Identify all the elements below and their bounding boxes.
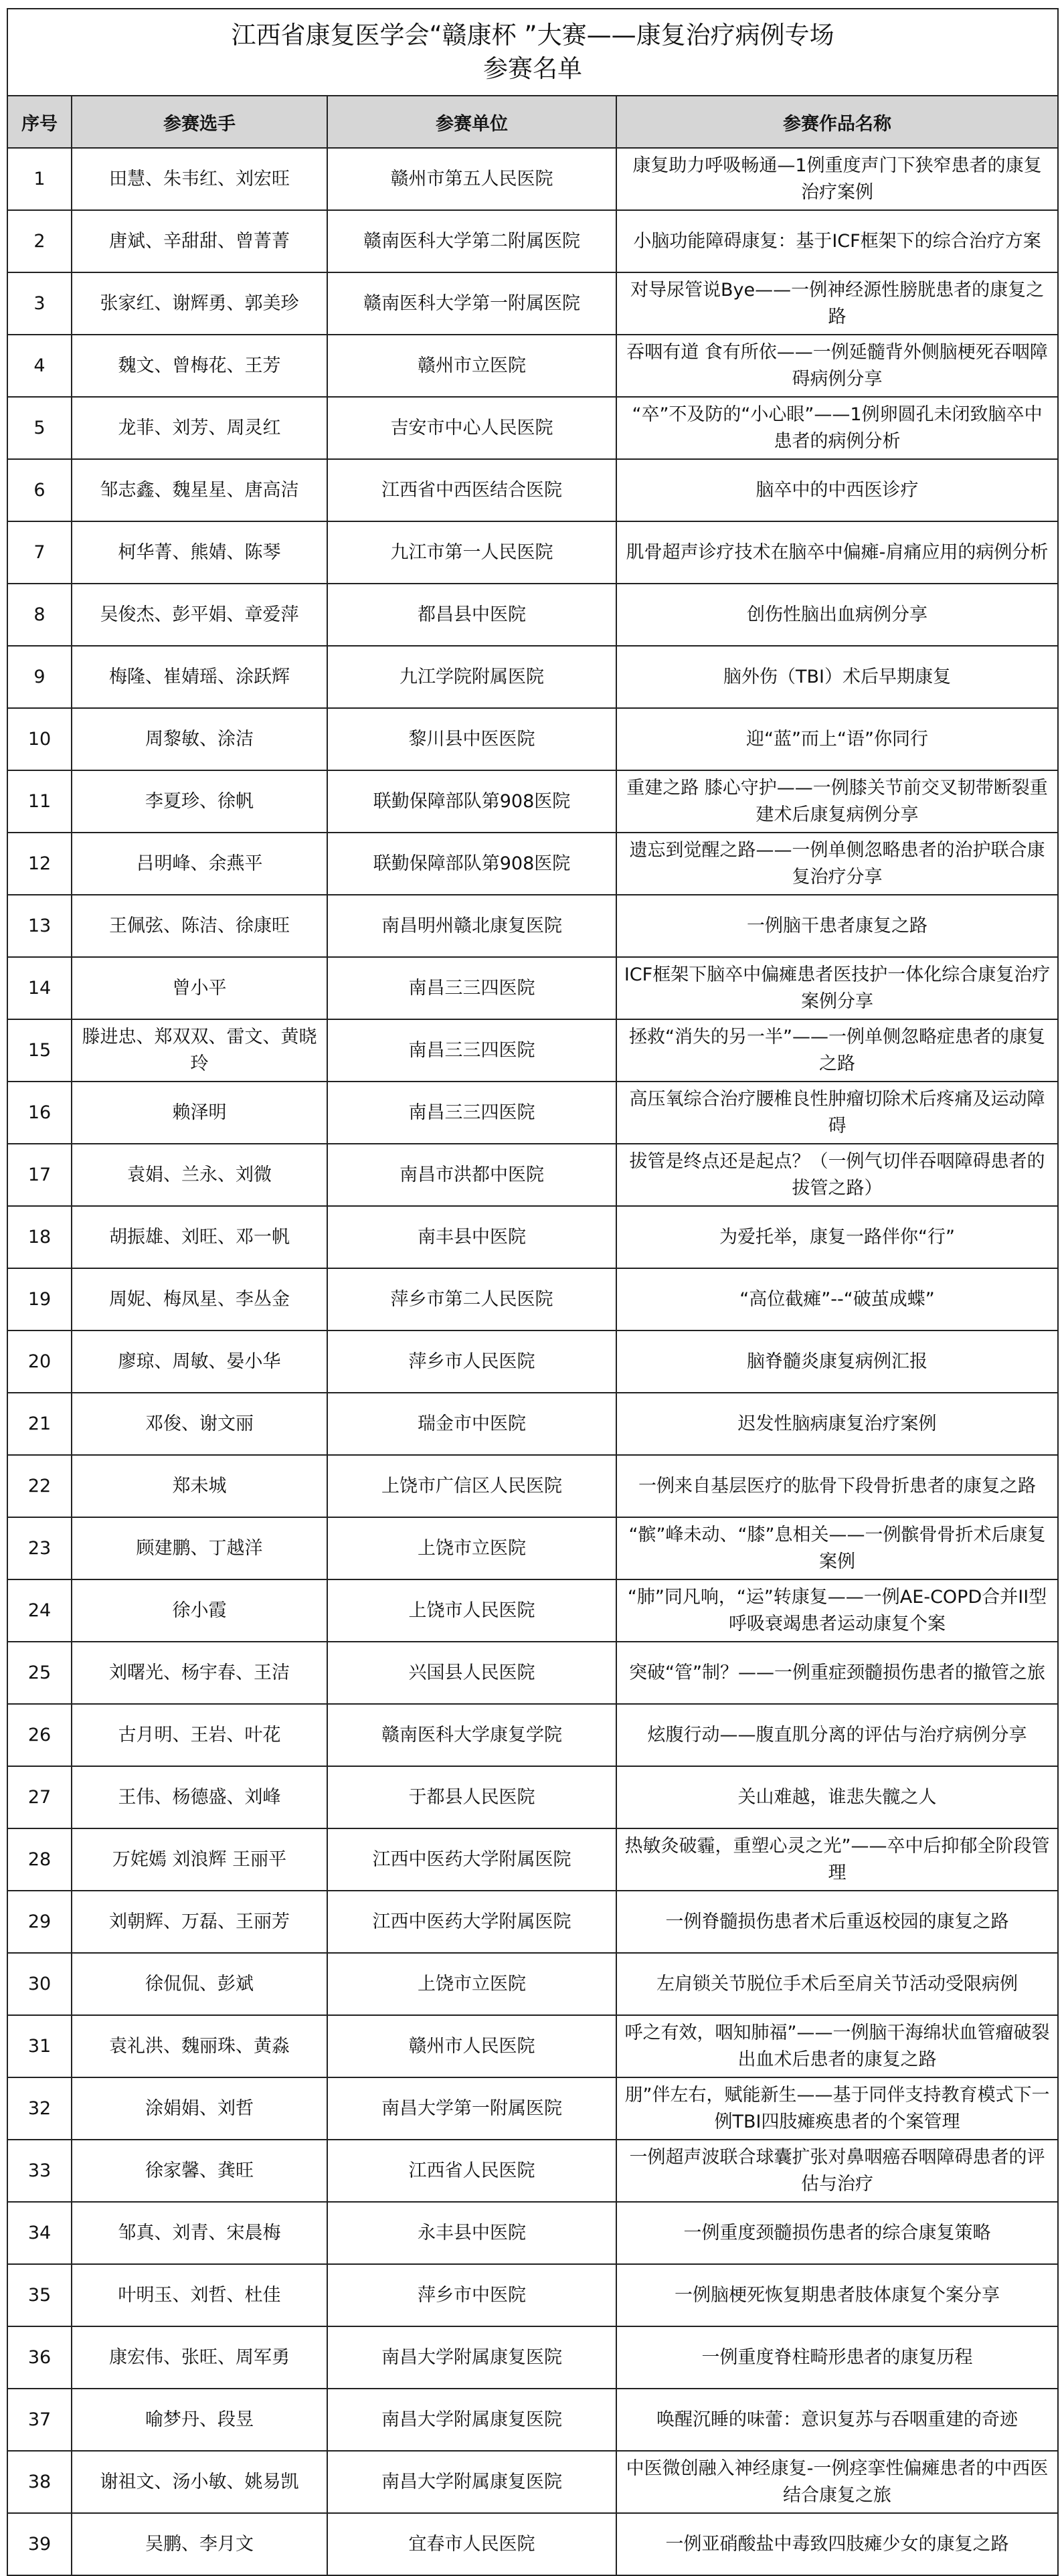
table-row: [7, 335, 1058, 397]
row-no: 24: [7, 1579, 72, 1642]
row-no: 16: [7, 1082, 72, 1144]
header-unit: 参赛单位: [327, 96, 616, 148]
table-row: [7, 521, 1058, 584]
row-participants: 顾建鹏、丁越洋: [72, 1517, 327, 1579]
row-work: 迎“蓝”而上“语”你同行: [616, 708, 1058, 770]
row-work: 关山难越，谁悲失髋之人: [616, 1766, 1058, 1828]
row-unit: 九江市第一人民医院: [327, 521, 616, 584]
row-unit: 赣州市第五人民医院: [327, 148, 616, 210]
row-unit: 赣南医科大学第一附属医院: [327, 272, 616, 335]
row-work: 迟发性脑病康复治疗案例: [616, 1393, 1058, 1455]
row-unit: 江西中医药大学附属医院: [327, 1891, 616, 1953]
table-row: [7, 148, 1058, 210]
table-row: [7, 2202, 1058, 2264]
table-row: [7, 2326, 1058, 2389]
table-row: [7, 1766, 1058, 1828]
table-row: [7, 1704, 1058, 1766]
row-no: 25: [7, 1642, 72, 1704]
header-work: 参赛作品名称: [616, 96, 1058, 148]
table-row: [7, 1330, 1058, 1393]
row-work: ICF框架下脑卒中偏瘫患者医技护一体化综合康复治疗案例分享: [616, 957, 1058, 1019]
row-no: 4: [7, 335, 72, 397]
table-row: [7, 210, 1058, 272]
table-row: [7, 2513, 1058, 2575]
row-work: 康复助力呼吸畅通—1例重度声门下狭窄患者的康复治疗案例: [616, 148, 1058, 210]
row-work: 拔管是终点还是起点？（一例气切伴吞咽障碍患者的拔管之路）: [616, 1144, 1058, 1206]
row-work: 一例来自基层医疗的肱骨下段骨折患者的康复之路: [616, 1455, 1058, 1517]
row-work: 一例超声波联合球囊扩张对鼻咽癌吞咽障碍患者的评估与治疗: [616, 2140, 1058, 2202]
row-participants: 邹志鑫、魏星星、唐高洁: [72, 459, 327, 521]
row-unit: 南昌三三四医院: [327, 1082, 616, 1144]
header-no: 序号: [7, 96, 72, 148]
row-participants: 周妮、梅凤星、李丛金: [72, 1268, 327, 1330]
row-no: 33: [7, 2140, 72, 2202]
row-work: 脑外伤（TBI）术后早期康复: [616, 646, 1058, 708]
row-participants: 邹真、刘青、宋晨梅: [72, 2202, 327, 2264]
row-participants: 叶明玉、刘哲、杜佳: [72, 2264, 327, 2326]
row-work: 脑卒中的中西医诊疗: [616, 459, 1058, 521]
row-unit: 赣南医科大学康复学院: [327, 1704, 616, 1766]
row-no: 28: [7, 1828, 72, 1891]
row-participants: 涂娟娟、刘哲: [72, 2077, 327, 2140]
row-no: 14: [7, 957, 72, 1019]
row-no: 11: [7, 770, 72, 833]
row-unit: 宜春市人民医院: [327, 2513, 616, 2575]
row-unit: 上饶市广信区人民医院: [327, 1455, 616, 1517]
row-work: 一例重度颈髓损伤患者的综合康复策略: [616, 2202, 1058, 2264]
row-work: 热敏灸破霾，重塑心灵之光”——卒中后抑郁全阶段管理: [616, 1828, 1058, 1891]
row-participants: 滕进忠、郑双双、雷文、黄晓玲: [72, 1019, 327, 1082]
row-participants: 康宏伟、张旺、周军勇: [72, 2326, 327, 2389]
row-no: 7: [7, 521, 72, 584]
row-unit: 于都县人民医院: [327, 1766, 616, 1828]
row-no: 19: [7, 1268, 72, 1330]
row-no: 10: [7, 708, 72, 770]
row-work: 炫腹行动——腹直肌分离的评估与治疗病例分享: [616, 1704, 1058, 1766]
row-unit: 萍乡市第二人民医院: [327, 1268, 616, 1330]
row-unit: 九江学院附属医院: [327, 646, 616, 708]
row-no: 31: [7, 2015, 72, 2077]
table-row: [7, 1268, 1058, 1330]
row-participants: 李夏珍、徐帆: [72, 770, 327, 833]
row-work: 高压氧综合治疗腰椎良性肿瘤切除术后疼痛及运动障碍: [616, 1082, 1058, 1144]
table-row: [7, 1953, 1058, 2015]
row-no: 27: [7, 1766, 72, 1828]
row-work: 朋”伴左右，赋能新生——基于同伴支持教育模式下一例TBI四肢瘫痪患者的个案管理: [616, 2077, 1058, 2140]
row-participants: 古月明、王岩、叶花: [72, 1704, 327, 1766]
row-work: 吞咽有道 食有所依——一例延髓背外侧脑梗死吞咽障碍病例分享: [616, 335, 1058, 397]
row-work: “髌”峰未动、“膝”息相关——一例髌骨骨折术后康复案例: [616, 1517, 1058, 1579]
table-row: [7, 1144, 1058, 1206]
row-unit: 黎川县中医医院: [327, 708, 616, 770]
page-title: [7, 9, 1058, 96]
row-work: 一例脊髓损伤患者术后重返校园的康复之路: [616, 1891, 1058, 1953]
row-unit: 南昌三三四医院: [327, 1019, 616, 1082]
table-row: [7, 895, 1058, 957]
row-no: 29: [7, 1891, 72, 1953]
row-unit: 上饶市人民医院: [327, 1579, 616, 1642]
table-row: [7, 397, 1058, 459]
row-no: 18: [7, 1206, 72, 1268]
table-body: [7, 148, 1058, 2575]
row-participants: 邓俊、谢文丽: [72, 1393, 327, 1455]
row-work: 拯救“消失的另一半”——一例单侧忽略症患者的康复之路: [616, 1019, 1058, 1082]
row-participants: 刘曙光、杨宇春、王洁: [72, 1642, 327, 1704]
row-no: 1: [7, 148, 72, 210]
row-work: 一例脑干患者康复之路: [616, 895, 1058, 957]
row-unit: 瑞金市中医院: [327, 1393, 616, 1455]
row-unit: 永丰县中医院: [327, 2202, 616, 2264]
row-work: “卒”不及防的“小心眼”——1例卵圆孔未闭致脑卒中患者的病例分析: [616, 397, 1058, 459]
row-participants: 魏文、曾梅花、王芳: [72, 335, 327, 397]
row-work: 对导尿管说Bye——一例神经源性膀胱患者的康复之路: [616, 272, 1058, 335]
table-row: [7, 1082, 1058, 1144]
row-no: 38: [7, 2451, 72, 2513]
table-row: [7, 770, 1058, 833]
row-participants: 徐侃侃、彭斌: [72, 1953, 327, 2015]
row-unit: 南昌市洪都中医院: [327, 1144, 616, 1206]
row-work: 小脑功能障碍康复：基于ICF框架下的综合治疗方案: [616, 210, 1058, 272]
row-work: 中医微创融入神经康复-一例痉挛性偏瘫患者的中西医结合康复之旅: [616, 2451, 1058, 2513]
row-work: “肺”同凡响，“运”转康复——一例AE-COPD合并II型呼吸衰竭患者运动康复个案: [616, 1579, 1058, 1642]
table-row: [7, 1019, 1058, 1082]
row-unit: 赣州市人民医院: [327, 2015, 616, 2077]
row-no: 12: [7, 833, 72, 895]
row-unit: 上饶市立医院: [327, 1953, 616, 2015]
row-work: 脑脊髓炎康复病例汇报: [616, 1330, 1058, 1393]
table-row: [7, 2015, 1058, 2077]
row-no: 22: [7, 1455, 72, 1517]
row-no: 8: [7, 584, 72, 646]
table-row: [7, 1579, 1058, 1642]
table-row: [7, 957, 1058, 1019]
row-unit: 赣南医科大学第二附属医院: [327, 210, 616, 272]
row-work: 为爱托举，康复一路伴你“行”: [616, 1206, 1058, 1268]
table-row: [7, 1517, 1058, 1579]
row-participants: 徐家馨、龚旺: [72, 2140, 327, 2202]
row-participants: 梅隆、崔婧瑶、涂跃辉: [72, 646, 327, 708]
table-row: [7, 1642, 1058, 1704]
title-line-1: 江西省康复医学会“赣康杯 ”大赛——康复治疗病例专场: [231, 21, 834, 50]
row-participants: 唐斌、辛甜甜、曾菁菁: [72, 210, 327, 272]
row-participants: 王佩弦、陈洁、徐康旺: [72, 895, 327, 957]
row-participants: 袁娟、兰永、刘微: [72, 1144, 327, 1206]
table-row: [7, 459, 1058, 521]
row-work: 肌骨超声诊疗技术在脑卒中偏瘫-肩痛应用的病例分析: [616, 521, 1058, 584]
row-no: 15: [7, 1019, 72, 1082]
row-participants: 柯华菁、熊婧、陈琴: [72, 521, 327, 584]
row-unit: 南昌明州赣北康复医院: [327, 895, 616, 957]
row-participants: 曾小平: [72, 957, 327, 1019]
row-no: 9: [7, 646, 72, 708]
row-work: 一例重度脊柱畸形患者的康复历程: [616, 2326, 1058, 2389]
row-work: 突破“管”制？——一例重症颈髓损伤患者的撤管之旅: [616, 1642, 1058, 1704]
row-participants: 吴俊杰、彭平娟、章爱萍: [72, 584, 327, 646]
row-participants: 吕明峰、余燕平: [72, 833, 327, 895]
table-row: [7, 584, 1058, 646]
row-participants: 周黎敏、涂洁: [72, 708, 327, 770]
row-work: 重建之路 膝心守护——一例膝关节前交叉韧带断裂重建术后康复病例分享: [616, 770, 1058, 833]
row-participants: 郑未城: [72, 1455, 327, 1517]
row-work: 一例亚硝酸盐中毒致四肢瘫少女的康复之路: [616, 2513, 1058, 2575]
row-participants: 刘朝辉、万磊、王丽芳: [72, 1891, 327, 1953]
row-participants: 袁礼洪、魏丽珠、黄淼: [72, 2015, 327, 2077]
row-unit: 南昌大学附属康复医院: [327, 2451, 616, 2513]
table-row: [7, 1828, 1058, 1891]
row-unit: 萍乡市人民医院: [327, 1330, 616, 1393]
row-unit: 南昌大学附属康复医院: [327, 2326, 616, 2389]
row-no: 37: [7, 2389, 72, 2451]
row-unit: 江西中医药大学附属医院: [327, 1828, 616, 1891]
row-no: 36: [7, 2326, 72, 2389]
row-no: 13: [7, 895, 72, 957]
row-participants: 谢祖文、汤小敏、姚易凯: [72, 2451, 327, 2513]
row-no: 20: [7, 1330, 72, 1393]
row-work: 唤醒沉睡的味蕾：意识复苏与吞咽重建的奇迹: [616, 2389, 1058, 2451]
row-no: 35: [7, 2264, 72, 2326]
row-unit: 联勤保障部队第908医院: [327, 833, 616, 895]
row-no: 26: [7, 1704, 72, 1766]
row-unit: 联勤保障部队第908医院: [327, 770, 616, 833]
header-participants: 参赛选手: [72, 96, 327, 148]
title-line-2: 参赛名单: [483, 54, 583, 83]
table-row: [7, 1206, 1058, 1268]
table-row: [7, 2264, 1058, 2326]
row-participants: 喻梦丹、段昱: [72, 2389, 327, 2451]
row-participants: 田慧、朱韦红、刘宏旺: [72, 148, 327, 210]
table-row: [7, 2389, 1058, 2451]
table-row: [7, 1455, 1058, 1517]
row-work: 呼之有效，咽知肺福”——一例脑干海绵状血管瘤破裂出血术后患者的康复之路: [616, 2015, 1058, 2077]
row-participants: 徐小霞: [72, 1579, 327, 1642]
row-no: 21: [7, 1393, 72, 1455]
table-row: [7, 2077, 1058, 2140]
row-participants: 胡振雄、刘旺、邓一帆: [72, 1206, 327, 1268]
row-participants: 张家红、谢辉勇、郭美珍: [72, 272, 327, 335]
row-participants: 王伟、杨德盛、刘峰: [72, 1766, 327, 1828]
row-unit: 吉安市中心人民医院: [327, 397, 616, 459]
row-no: 2: [7, 210, 72, 272]
row-unit: 萍乡市中医院: [327, 2264, 616, 2326]
participant-list-sheet: [7, 8, 1057, 2576]
table-row: [7, 1891, 1058, 1953]
row-no: 32: [7, 2077, 72, 2140]
row-unit: 南丰县中医院: [327, 1206, 616, 1268]
row-unit: 兴国县人民医院: [327, 1642, 616, 1704]
row-participants: 赖泽明: [72, 1082, 327, 1144]
row-no: 6: [7, 459, 72, 521]
row-unit: 南昌大学附属康复医院: [327, 2389, 616, 2451]
row-work: 左肩锁关节脱位手术后至肩关节活动受限病例: [616, 1953, 1058, 2015]
row-no: 3: [7, 272, 72, 335]
row-participants: 万姹嫣 刘浪辉 王丽平: [72, 1828, 327, 1891]
row-no: 30: [7, 1953, 72, 2015]
row-unit: 江西省中西医结合医院: [327, 459, 616, 521]
row-no: 5: [7, 397, 72, 459]
row-work: 一例脑梗死恢复期患者肢体康复个案分享: [616, 2264, 1058, 2326]
table-row: [7, 1393, 1058, 1455]
row-no: 34: [7, 2202, 72, 2264]
row-unit: 赣州市立医院: [327, 335, 616, 397]
row-work: “高位截瘫”--“破茧成蝶”: [616, 1268, 1058, 1330]
table-row: [7, 833, 1058, 895]
row-unit: 南昌三三四医院: [327, 957, 616, 1019]
table-row: [7, 272, 1058, 335]
row-participants: 廖琼、周敏、晏小华: [72, 1330, 327, 1393]
row-unit: 上饶市立医院: [327, 1517, 616, 1579]
row-participants: 吴鹏、李月文: [72, 2513, 327, 2575]
row-no: 23: [7, 1517, 72, 1579]
row-work: 遗忘到觉醒之路——一例单侧忽略患者的治护联合康复治疗分享: [616, 833, 1058, 895]
table-header-row: [7, 96, 1058, 148]
row-no: 39: [7, 2513, 72, 2575]
row-work: 创伤性脑出血病例分享: [616, 584, 1058, 646]
table-row: [7, 708, 1058, 770]
participant-table: [7, 8, 1059, 2576]
row-unit: 江西省人民医院: [327, 2140, 616, 2202]
row-unit: 南昌大学第一附属医院: [327, 2077, 616, 2140]
table-row: [7, 2451, 1058, 2513]
row-no: 17: [7, 1144, 72, 1206]
row-participants: 龙菲、刘芳、周灵红: [72, 397, 327, 459]
row-unit: 都昌县中医院: [327, 584, 616, 646]
table-row: [7, 2140, 1058, 2202]
table-row: [7, 646, 1058, 708]
